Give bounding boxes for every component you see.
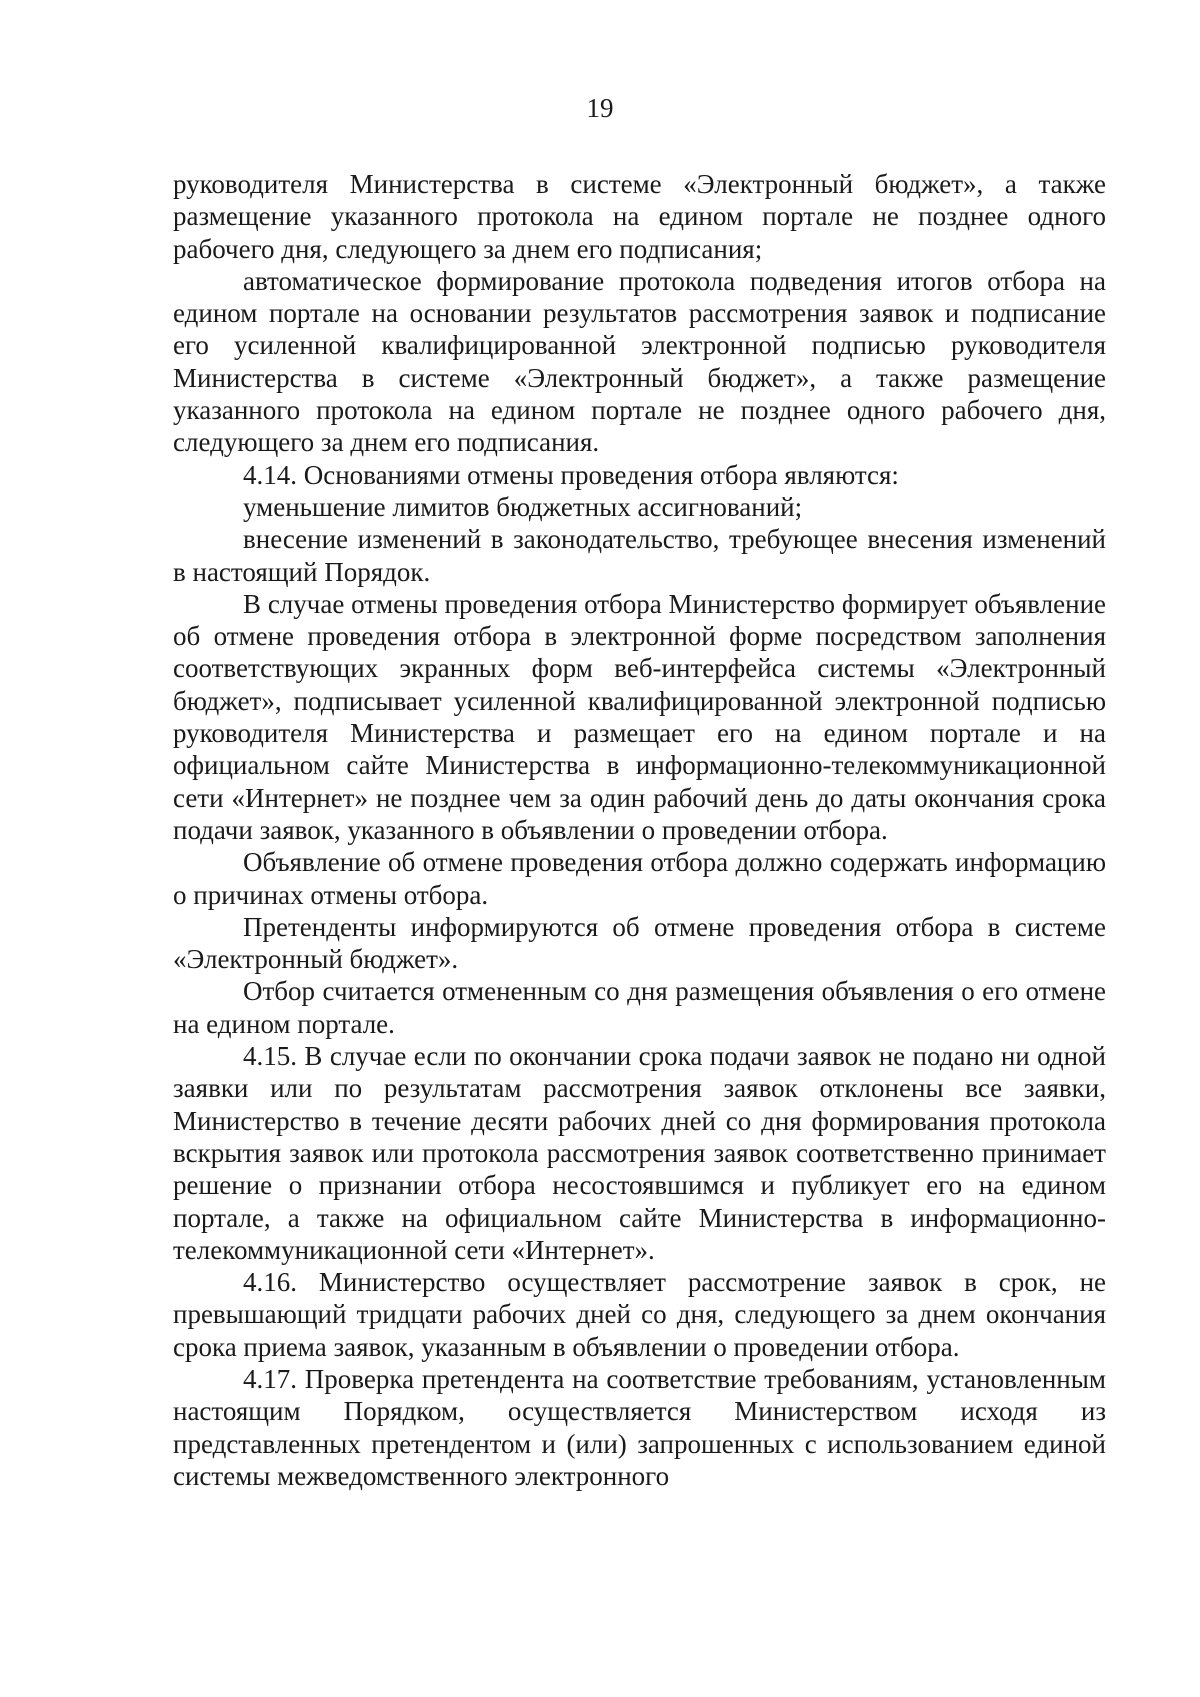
paragraph: 4.17. Проверка претендента на соответствие требованиям, установленным настоящим Порядком, осуществляется Министерством исходя из представленных претендентом и (или) запрошенных с использованием единой системы межведомственного электронного <box>173 1363 1106 1491</box>
paragraph: В случае отмены проведения отбора Министерство формирует объявление об отмене проведения отбора в электронной форме посредством заполнения соответствующих экранных форм веб-интерфейса системы «Электронный бюджет», подписывает усиленной квалифицированной электронной подписью руководителя Министерства и размещает его на едином портале и на официальном сайте Министерства в информационно-телекоммуникационной сети «Интернет» не позднее чем за один рабочий день до даты окончания срока подачи заявок, указанного в объявлении о проведении отбора. <box>173 588 1106 845</box>
document-body <box>173 168 1106 1492</box>
paragraph: уменьшение лимитов бюджетных ассигнований; <box>243 491 803 522</box>
paragraph: Отбор считается отмененным со дня размещения объявления о его отмене на едином портале. <box>173 976 1106 1039</box>
paragraph: 4.15. В случае если по окончании срока подачи заявок не подано ни одной заявки или по результатам рассмотрения заявок отклонены все заявки, Министерство в течение десяти рабочих дней со дня формирования протокола вскрытия заявок или протокола рассмотрения заявок соответственно принимает решение о признании отбора несостоявшимся и публикует его на едином портале, а также на официальном сайте Министерства в информационно-телекоммуникационной сети «Интернет». <box>173 1041 1106 1265</box>
paragraph: руководителя Министерства в системе «Электронный бюджет», а также размещение указанного протокола на едином портале не позднее одного рабочего дня, следующего за днем его подписания; <box>173 169 1106 264</box>
paragraph: 4.16. Министерство осуществляет рассмотрение заявок в срок, не превышающий тридцати рабочих дней со дня, следующего за днем окончания срока приема заявок, указанным в объявлении о проведении отбора. <box>173 1267 1106 1362</box>
paragraph: Объявление об отмене проведения отбора должно содержать информацию о причинах отмены отбора. <box>173 847 1106 910</box>
paragraph: внесение изменений в законодательство, требующее внесения изменений в настоящий Порядок. <box>173 524 1106 587</box>
page-number: 19 <box>586 93 614 123</box>
paragraph: 4.14. Основаниями отмены проведения отбора являются: <box>243 459 899 490</box>
paragraph: Претенденты информируются об отмене проведения отбора в системе «Электронный бюджет». <box>173 911 1106 975</box>
paragraph: автоматическое формирование протокола подведения итогов отбора на едином портале на основании результатов рассмотрения заявок и подписание его усиленной квалифицированной электронной подписью руководителя Министерства в системе «Электронный бюджет», а также размещение указанного протокола на едином портале не позднее одного рабочего дня, следующего за днем его подписания. <box>173 265 1106 458</box>
